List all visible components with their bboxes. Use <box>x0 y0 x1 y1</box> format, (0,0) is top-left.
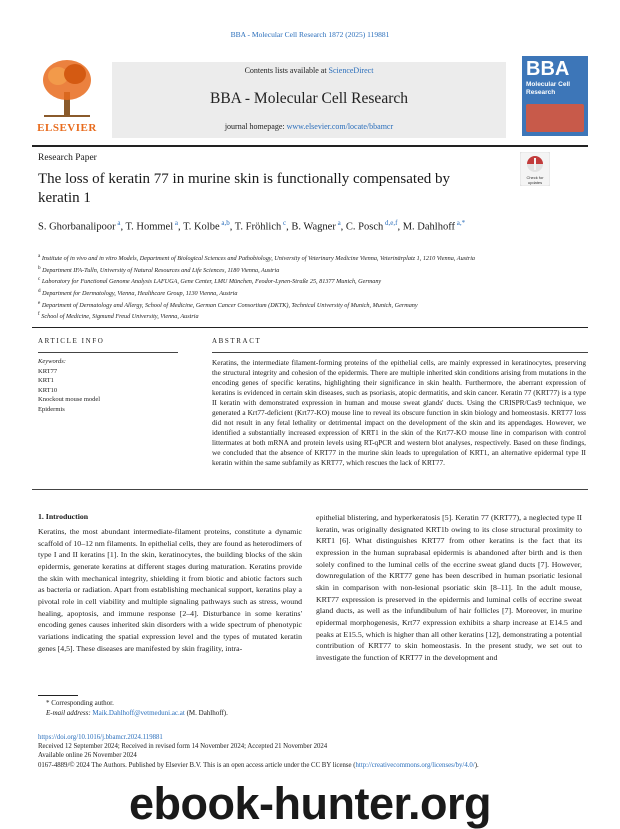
email-line <box>46 709 446 719</box>
keywords-label: Keywords: <box>38 358 66 365</box>
affiliation-item <box>38 264 578 276</box>
cover-title: BBA <box>526 58 570 80</box>
author-separator: , <box>397 221 403 233</box>
journal-header <box>32 56 588 140</box>
footnote-rule <box>38 695 78 696</box>
watermark: ebook-hunter.org <box>129 778 491 829</box>
homepage-link[interactable]: www.elsevier.com/locate/bbamcr <box>286 122 394 131</box>
journal-info-box <box>112 62 506 138</box>
abstract-rule <box>212 352 588 353</box>
affiliation-marker: b <box>38 264 41 271</box>
author-name[interactable]: T. Hommel <box>125 221 174 233</box>
section-rule <box>32 327 588 328</box>
author-name[interactable]: S. Ghorbanalipoor <box>38 221 116 233</box>
author-separator: , <box>286 221 292 233</box>
journal-cover-thumbnail[interactable] <box>522 56 588 136</box>
header-rule <box>32 145 588 147</box>
affiliation-text: Department for Dermatology, Vienna, Healthcare Group, 1130 Vienna, Austria <box>40 290 238 298</box>
author-list <box>38 216 558 235</box>
affiliation-marker: d <box>38 287 41 294</box>
affiliation-marker: f <box>38 311 40 318</box>
email-link[interactable]: Maik.Dahlhoff@vetmeduni.ac.at <box>92 708 185 717</box>
abstract-text: Keratins, the intermediate filament-forming proteins of the epithelial cells, are mainly expressed in keratinocytes, preserving the structural integrity and cohesion of the epidermis. There are multiple inherited skin conditions arising from mutations in the encoding genes of specific keratins, highlighting their significance in skin health. Furthermore, the aberrant expression of keratins is evidenced in certain skin diseases, such as psoriasis, atopic dermatitis, and skin cancer. Keratin 77 (KRT77) is a type II keratin with demonstrated expression in human and mouse sweat glands' ducts. Using the CRISPR/Cas9 technique, we generated a Krt77-deficient (Krt77-KO) mouse line to reveal its obscure function in skin biology and homeostasis. KRT77 loss did not result in any fetal lethality or detrimental impact on the development of the skin and its appendages. However, we identified a substantially increased expression of KRT1 in the skin of the Krt77-KO mouse line in comparison with control littermates at both mRNA and protein levels using RT-qPCR and western blot analyses, respectively. Based on these findings, we concluded that the absence of KRT77 in the murine skin leads to upregulation of KRT1, an alternative epidermal type II keratin within the same subfamily as KRT77, which rescues the lack of KRT77. <box>212 358 586 467</box>
keyword-item: Knockout mouse model <box>38 396 101 403</box>
article-info-rule <box>38 352 178 353</box>
article-type: Research Paper <box>38 153 97 163</box>
contents-line <box>112 66 506 75</box>
affiliation-item <box>38 310 578 322</box>
elsevier-wordmark: ELSEVIER <box>37 122 97 134</box>
author-name[interactable]: T. Fröhlich <box>234 221 282 233</box>
author-separator: , <box>340 221 346 233</box>
introduction-left-column: Keratins, the most abundant intermediate-filament proteins, constitute a dynamic scaffold of 10–12 nm filaments. In epithelial cells, they are found as heterodimers of type I and II keratins [1]. In the skin, keratinocytes, the building blocks of the skin epidermis, generate keratins at different stages during maturation. Keratins provide the skin with mechanical integrity, shielding it from biotic and abiotic factors such as bacteria or radiation. Apart from establishing mechanical support, keratins play a pivotal role in cell viability and multiple signaling pathways such as stress, wound healing, apoptosis, and immune response [2–4]. Disturbance in some keratins' encoding genes causes inherited skin disorders with a wide spectrum of phenotypic variations indicating the spatial expression level and the types of mutated keratin genes [4,5]. These diseases are manifested by skin fragility, intra- <box>38 527 302 653</box>
license-line <box>38 761 588 770</box>
email-suffix: (M. Dahlhoff). <box>184 708 228 717</box>
author-affiliation-marker[interactable]: a,* <box>455 219 466 227</box>
author-affiliation-marker[interactable]: a <box>335 219 341 227</box>
affiliation-marker: e <box>38 299 41 306</box>
affiliation-item <box>38 252 578 264</box>
elsevier-logo[interactable] <box>32 56 102 136</box>
journal-title: BBA - Molecular Cell Research <box>209 90 408 107</box>
journal-citation[interactable]: BBA - Molecular Cell Research 1872 (2025) 119881 <box>230 30 390 39</box>
received-dates: Received 12 September 2024; Received in revised form 14 November 2024; Accepted 21 November 2024 <box>38 743 328 751</box>
homepage-prefix: journal homepage: <box>224 122 287 131</box>
check-for-updates-label: Check for updates <box>526 175 544 185</box>
license-prefix: 0167-4889/© 2024 The Authors. Published by Elsevier B.V. This is an open access article under the CC BY license ( <box>38 761 356 769</box>
author-name[interactable]: C. Posch <box>345 221 384 233</box>
affiliation-text: School of Medicine, Sigmund Freud University, Vienna, Austria <box>39 313 199 321</box>
license-link[interactable]: http://creativecommons.org/licenses/by/4.0/ <box>355 761 475 769</box>
doi-link[interactable]: https://doi.org/10.1016/j.bbamcr.2024.119881 <box>38 734 163 741</box>
article-history <box>38 733 588 770</box>
author-name[interactable]: M. Dahlhoff <box>402 221 456 233</box>
elsevier-tree-icon <box>40 58 94 118</box>
author-affiliation-marker[interactable]: a,b <box>219 219 230 227</box>
cover-subtitle: Molecular Cell Research <box>526 81 571 96</box>
corresponding-author-footnote <box>46 699 446 718</box>
check-for-updates-button[interactable] <box>520 152 550 186</box>
sciencedirect-link[interactable]: ScienceDirect <box>328 66 374 75</box>
keyword-list <box>38 367 188 415</box>
author-separator: , <box>178 221 184 233</box>
affiliation-marker: c <box>38 276 41 283</box>
available-online: Available online 26 November 2024 <box>38 752 137 760</box>
affiliation-item <box>38 275 578 287</box>
license-suffix: ). <box>474 761 479 769</box>
contents-prefix: Contents lists available at <box>244 66 329 75</box>
affiliation-item <box>38 287 578 299</box>
author-separator: , <box>120 221 126 233</box>
author-affiliation-marker[interactable]: a <box>173 219 178 227</box>
author-affiliation-marker[interactable]: a <box>115 219 121 227</box>
affiliation-marker: a <box>38 253 41 259</box>
article-info-heading: ARTICLE INFO <box>38 337 105 345</box>
author-name[interactable]: B. Wagner <box>291 221 336 233</box>
introduction-heading: 1. Introduction <box>38 512 89 521</box>
author-separator: , <box>229 221 235 233</box>
keywords-block <box>38 357 188 414</box>
abstract-heading: ABSTRACT <box>212 337 262 345</box>
article-title: The loss of keratin 77 in murine skin is functionally compensated by keratin 1 <box>38 171 451 206</box>
affiliation-text: Institute of in vivo and in vitro Models, Department of Biological Sciences and Pathobiology, University of Veterinary Medicine Vienna, Veterinärplatz 1, 1210 Vienna, Austria <box>40 255 476 263</box>
homepage-line <box>112 122 506 131</box>
affiliation-item <box>38 299 578 311</box>
keyword-item: KRT77 <box>38 367 58 375</box>
affiliation-text: Department of Dermatology and Allergy, School of Medicine, German Cancer Consortium (DKTK), Technical University of Munich, Munich, Germany <box>40 301 418 309</box>
author-affiliation-marker[interactable]: d,e,f <box>383 219 398 227</box>
keyword-item: Epidermis <box>38 405 65 413</box>
affiliation-text: Department IFA-Tulln, University of Natural Resources and Life Sciences, 1180 Vienna, Austria <box>40 266 280 274</box>
cover-image <box>526 104 584 132</box>
author-name[interactable]: T. Kolbe <box>183 221 220 233</box>
keyword-item: KRT10 <box>38 386 58 394</box>
corresponding-label: * Corresponding author. <box>46 699 114 707</box>
email-label: E-mail address: <box>46 708 93 717</box>
author-affiliation-marker[interactable]: c <box>281 219 287 227</box>
affiliation-list <box>38 252 578 322</box>
body-rule <box>32 489 588 490</box>
keyword-item: KRT1 <box>38 377 54 384</box>
introduction-right-column: epithelial blistering, and hyperkeratosis [5]. Keratin 77 (KRT77), a neglected type II keratin, was originally designated KRT1b owing to its close structural proximity to KRT1 [6]. What distinguishes KRT77 from other keratins is the fact that its expression in the human suprabasal epidermis is abandoned after birth and is then solely confined to the luminal cells of the eccrine sweat gland ducts [7]. However, downregulation of the KRT77 gene has been described in human psoriatic lesional skin in comparison with non-lesional psoriatic skin [8–11]. In the adult mouse, KRT77 expression is preserved in the epidermis and luminal cells of eccrine sweat gland ducts, as well as the infundibulum of hair follicles [7]. Moreover, in murine epidermal morphogenesis, Krt77 expression exhibits a sharp increase at E14.5 and peaks at E15.5, which is higher than all other keratins [12], demonstrating a potential contribution of KRT77 to skin homeostasis. In the present study, we set out to investigate the function of KRT77 in the development and <box>316 513 582 662</box>
affiliation-text: Laboratory for Functional Genome Analysis LAFUGA, Gene Center, LMU München, Feodor-Lynen-Straße 25, 81377 Munich, Germany <box>40 278 382 286</box>
